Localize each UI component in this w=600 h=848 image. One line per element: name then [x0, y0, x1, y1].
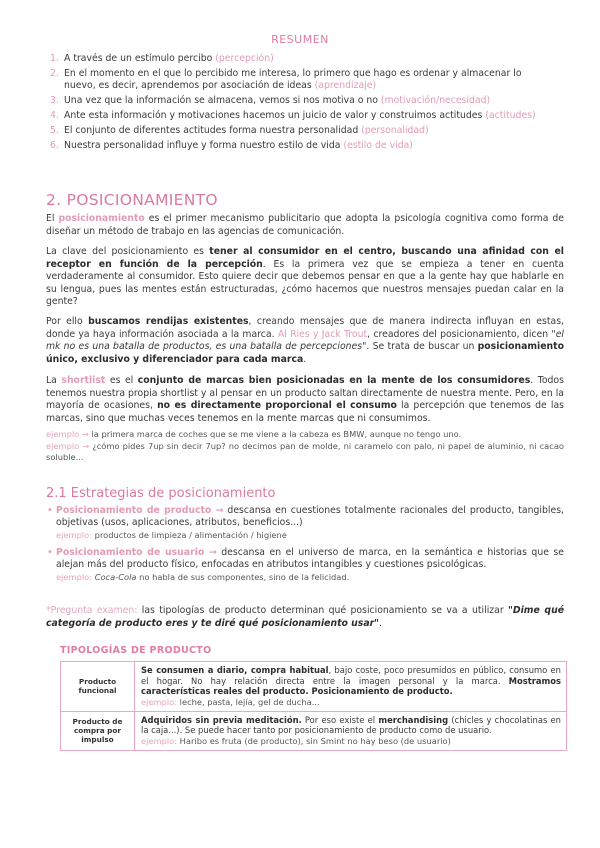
paragraph-shortlist: La shortlist es el conjunto de marcas bien posicionadas en la mente de los consumidores. Todos tenemos nuestra propia shortlist y al pensar en un producto saltan directamente de nuestra mente. Pero, en la mayoría de ocasiones, no es directamente proporcional el consumo la percepción que tenemos de las marcas, sino que muchas veces tenemos en la mente marcas que ni consumimos. [46, 375, 564, 424]
resumen-title: RESUMEN [271, 33, 329, 46]
list-item: 4. Ante esta información y motivaciones hacemos un juicio de valor y construimos actitudes (actitudes) [50, 110, 536, 122]
list-item: 2. En el momento en el que lo percibido me interesa, lo primero que hago es ordenar y almacenar lo nuevo, es decir, aprendemos por asociación de ideas (aprendizaje) [50, 67, 522, 92]
bullet-dot-icon: • [47, 547, 53, 558]
row-content: Se consumen a diario, compra habitual, bajo coste, poco presumidos en público, consumo en el hogar. No hay relación directa entre la imagen personal y la marca. Mostramos características reales del producto. Posicionamiento de producto. ejemplo: leche, pasta, lejía, gel de ducha... [141, 665, 561, 707]
section-title: 2. POSICIONAMIENTO [46, 191, 218, 209]
bullet-dot-icon: • [47, 505, 53, 516]
resumen-list [46, 53, 552, 155]
table-row [61, 712, 566, 750]
bullet-producto: • Posicionamiento de producto → descansa en cuestiones totalmente racionales del producto, tangibles, objetivas (usos, aplicaciones, atributos, beneficios...) ejemplo: productos de limpieza / alimentación / higiene [47, 505, 565, 540]
bullet-usuario: • Posicionamiento de usuario → descansa en el universo de marca, en la semántica e historias que se alejan más del producto físico, enfocadas en atributos intangibles y cuestiones psicológicas. ejemplo: Coca-Cola no habla de sus componentes, sino de la felicidad. [47, 547, 564, 582]
list-item: 6. Nuestra personalidad influye y forma nuestro estilo de vida (estilo de vida) [50, 139, 413, 151]
example-bmw: ejemplo → la primera marca de coches que se me viene a la cabeza es BMW, aunque no tengo uno. [46, 429, 462, 439]
row-content: Adquiridos sin previa meditación. Por eso existe el merchandising (chicles y chocolatinas en la caja...). Se puede hacer tanto por posicionamiento de producto como de usuario. ejemplo: Haribo es fruta (de producto), sin Smint no hay beso (de usuario) [141, 714, 561, 746]
paragraph-posicionamiento: El posicionamiento es el primer mecanismo publicitario que adopta la psicología cognitiva como forma de diseñar un método de trabajo en las agencias de comunicación. [46, 213, 564, 237]
exam-question: *Pregunta examen: las tipologías de producto determinan qué posicionamiento se va a utilizar "Dime qué categoría de producto eres y te diré qué posicionamiento usar". [46, 605, 565, 629]
tipologias-table [60, 661, 567, 751]
list-item: 5. El conjunto de diferentes actitudes forma nuestra personalidad (personalidad) [50, 125, 429, 137]
row-label: Producto de compra por impulso [61, 712, 135, 750]
paragraph-clave: La clave del posicionamiento es tener al consumidor en el centro, buscando una afinidad con el receptor en función de la percepción. Es la primera vez que se empieza a tener en cuenta verdaderamente al consumidor. Esto quiere decir que debemos pensar en que a la gente hay que hablarle en su lengua, pues las mentes están estructuradas, ¿cómo hacemos que nuestros mensajes puedan calar en la gente? [46, 246, 564, 307]
tipologias-title: TIPOLOGÍAS DE PRODUCTO [60, 645, 212, 656]
table-row [61, 662, 566, 712]
subsection-title: 2.1 Estrategias de posicionamiento [46, 486, 276, 501]
list-item: 3. Una vez que la información se almacena, vemos si nos motiva o no (motivación/necesidad) [50, 95, 491, 107]
example-7up: ejemplo → ¿cómo pides 7up sin decir 7up? no decimos pan de molde, ni caramelo con palo, ni papel de aluminio, ni cacao soluble... [46, 441, 564, 462]
paragraph-rendijas: Por ello buscamos rendijas existentes, creando mensajes que de manera indirecta influyan en estas, donde ya haya información asociada a la marca. Al Ries y Jack Trout, creadores del posicionamiento, dicen "el mk no es una batalla de productos, es una batalla de percepciones". Se trata de buscar un posicionamiento único, exclusivo y diferenciador para cada marca. [46, 316, 565, 365]
list-item: 1. A través de un estímulo percibo (percepción) [50, 53, 274, 64]
row-label: Producto funcional [61, 662, 135, 711]
